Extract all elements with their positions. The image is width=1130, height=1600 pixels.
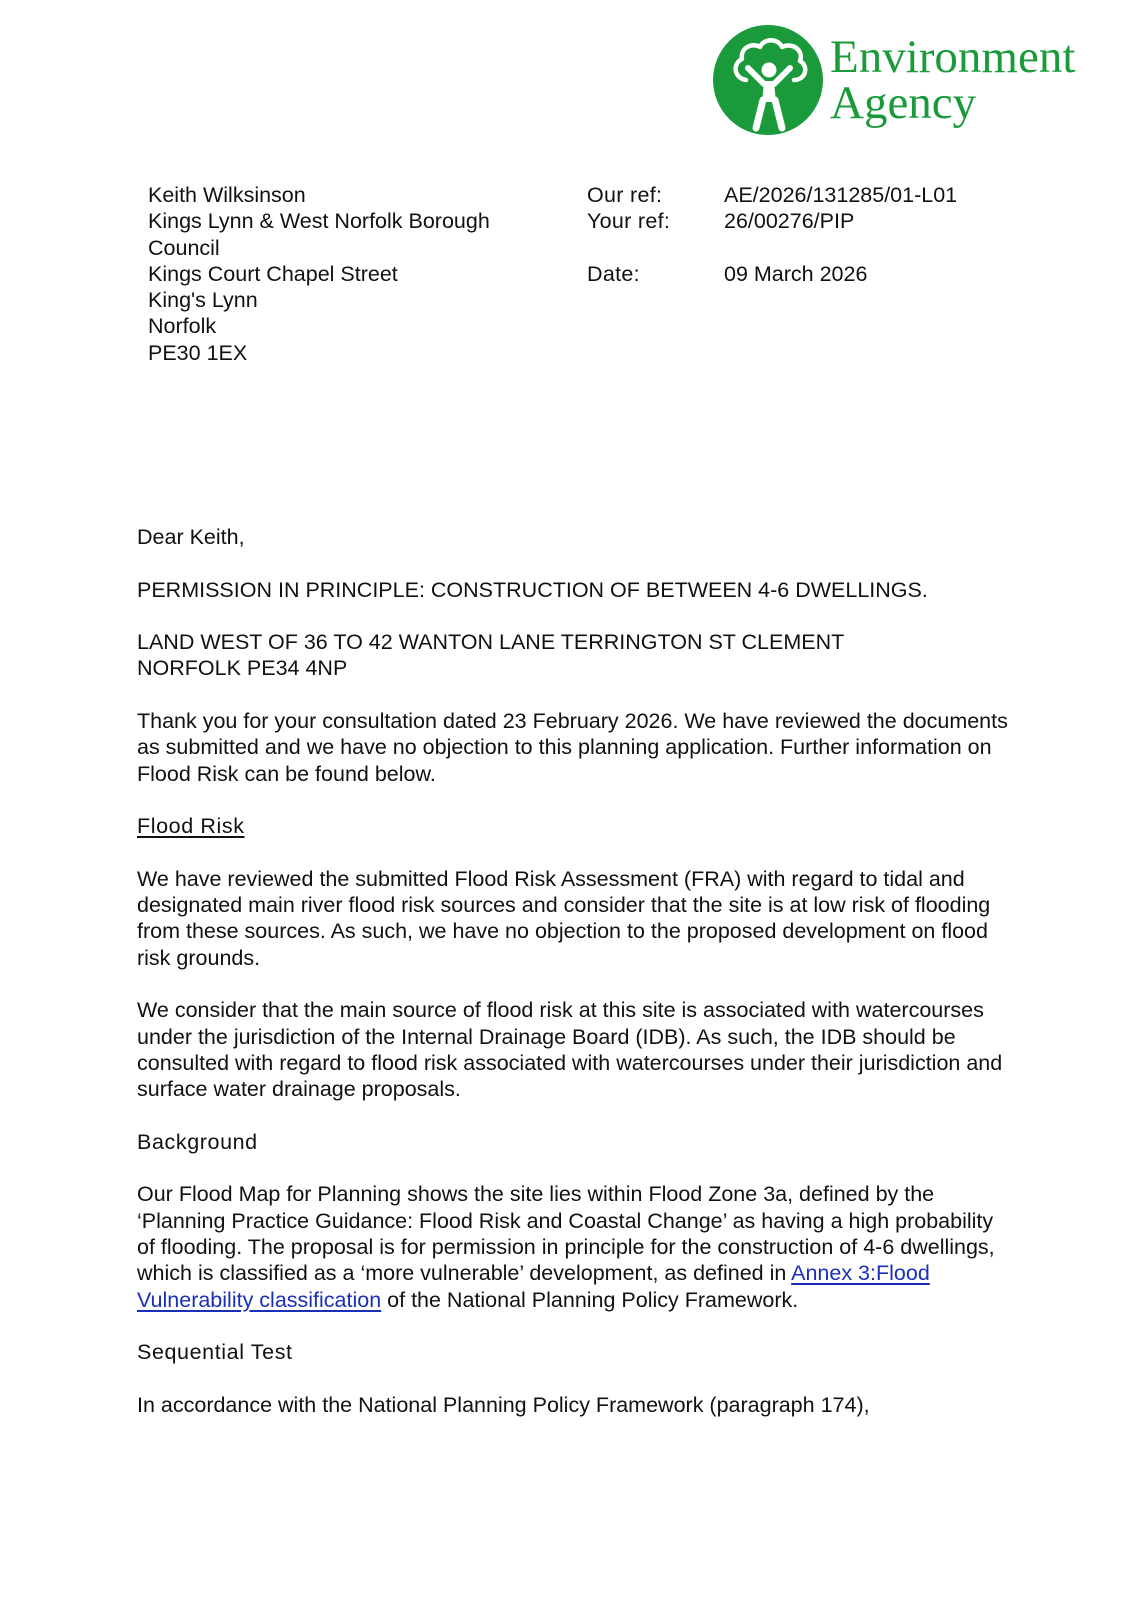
recipient-name: Keith Wilksinson (148, 183, 306, 207)
recipient-town: King's Lynn (148, 288, 258, 313)
annex-3-flood-vulnerability-link[interactable]: Annex 3:Flood Vulnerability classification (137, 1261, 930, 1312)
recipient-organisation-line1: Kings Lynn & West Norfolk Borough (148, 209, 490, 234)
logo-word-agency: Agency (830, 77, 977, 129)
sequential-test-paragraph: In accordance with the National Planning Policy Framework (paragraph 174), (137, 1392, 870, 1417)
recipient-address (148, 182, 568, 366)
our-ref-value: AE/2026/131285/01-L01 (724, 183, 958, 207)
recipient-county: Norfolk (148, 314, 217, 339)
background-text-after-link: of the National Planning Policy Framework. (381, 1287, 799, 1312)
background-paragraph (137, 1181, 1017, 1312)
subject-line: PERMISSION IN PRINCIPLE: CONSTRUCTION OF BETWEEN 4-6 DWELLINGS. (137, 577, 928, 602)
site-address-line2: NORFOLK PE34 4NP (137, 656, 348, 681)
site-address (137, 629, 1017, 682)
background-text-before-link: Our Flood Map for Planning shows the site lies within Flood Zone 3a, defined by the ‘Planning Practice Guidance: Flood Risk and Coastal Change’ as having a high probability of flooding. The proposal is for permission in principle for the construction of 4-6 dwellings, which is classified as a ‘more vulnerable’ development, as defined in (137, 1182, 995, 1286)
site-address-line1: LAND WEST OF 36 TO 42 WANTON LANE TERRINGTON ST CLEMENT (137, 630, 845, 655)
flood-risk-heading (137, 813, 1017, 839)
your-ref-value: 26/00276/PIP (724, 209, 855, 234)
recipient-postcode: PE30 1EX (148, 340, 248, 365)
date-value: 09 March 2026 (724, 261, 868, 286)
sequential-test-heading: Sequential Test (137, 1340, 293, 1365)
logo-word-environment: Environment (830, 31, 1076, 83)
flood-risk-paragraph-1: We have reviewed the submitted Flood Risk Assessment (FRA) with regard to tidal and designated main river flood risk sources and consider that the site is at low risk of flooding from these sources. As such, we have no objection to the proposed development on flood risk grounds. (137, 866, 991, 970)
background-heading: Background (137, 1129, 258, 1154)
letter-body (137, 524, 1017, 1444)
recipient-organisation-line2: Council (148, 235, 220, 260)
date-label: Date: (587, 261, 640, 286)
your-ref-label: Your ref: (587, 209, 671, 234)
salutation: Dear Keith, (137, 525, 245, 549)
recipient-street: Kings Court Chapel Street (148, 261, 398, 286)
flood-risk-heading-text: Flood Risk (137, 814, 245, 839)
environment-agency-tree-figure-icon (712, 24, 824, 136)
flood-risk-paragraph-2: We consider that the main source of flood risk at this site is associated with watercourses under the jurisdiction of the Internal Drainage Board (IDB). As such, the IDB should be consulted with regard to flood risk associated with watercourses under their jurisdiction and surface water drainage proposals. (137, 998, 1003, 1102)
our-ref-label: Our ref: (587, 183, 663, 207)
intro-paragraph: Thank you for your consultation dated 23 February 2026. We have reviewed the documents as submitted and we have no objection to this planning application. Further information on Flood Risk can be found below. (137, 709, 1008, 786)
environment-agency-logo (712, 20, 1112, 140)
